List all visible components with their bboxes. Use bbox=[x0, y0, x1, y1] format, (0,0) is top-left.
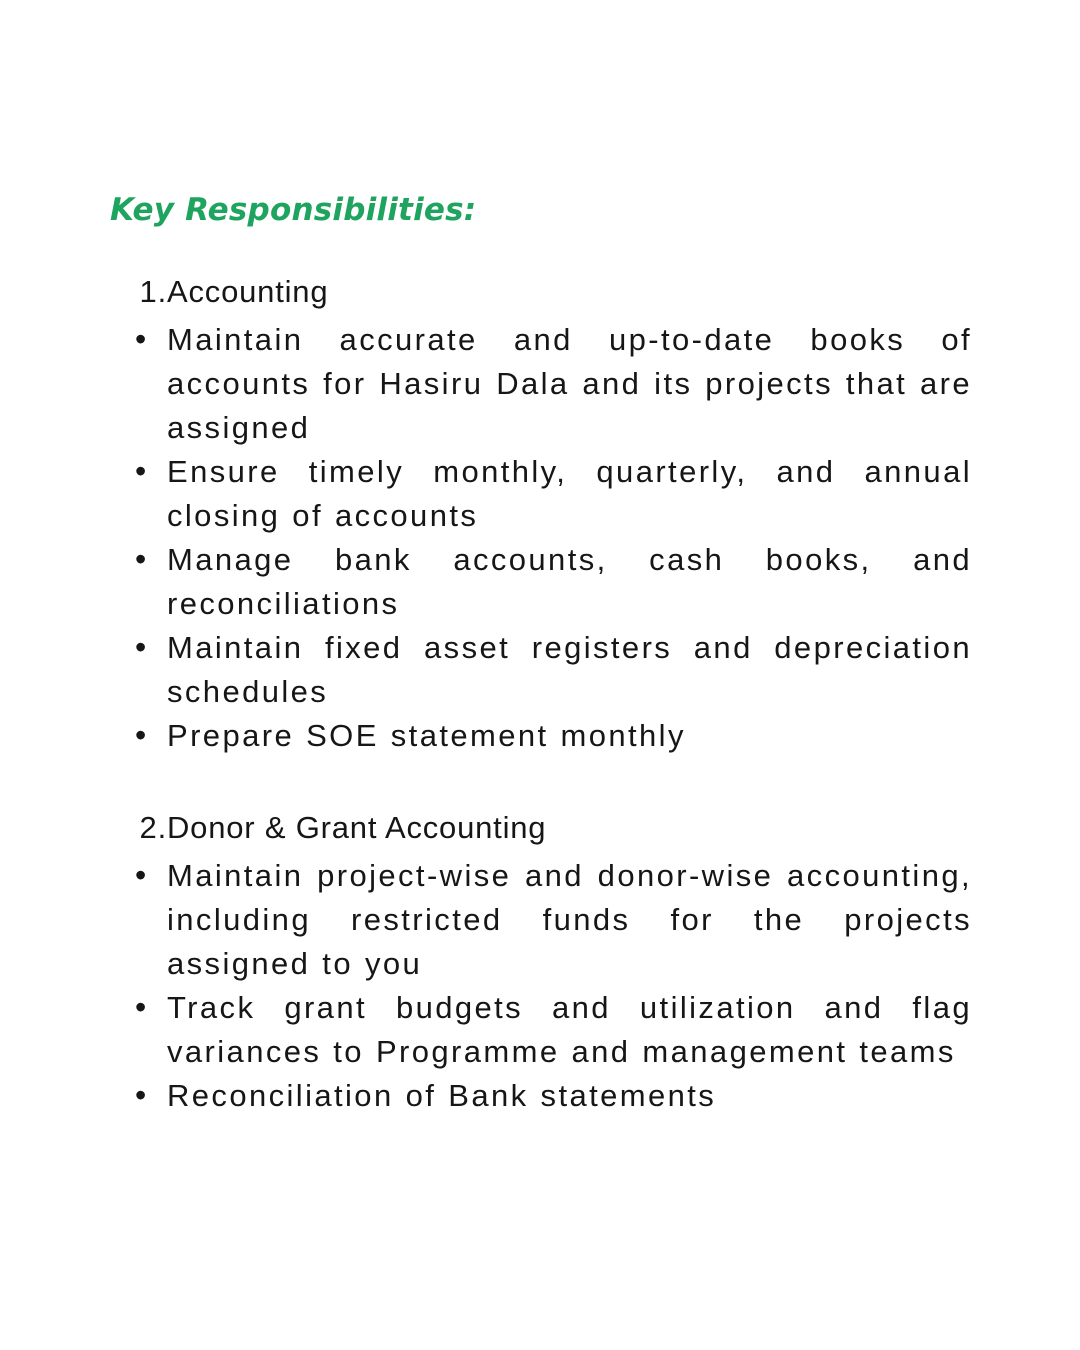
bullet-icon: • bbox=[135, 857, 147, 893]
list-item bbox=[110, 986, 972, 1074]
list-item bbox=[110, 1074, 972, 1118]
bullet-icon: • bbox=[135, 321, 147, 357]
section-heading bbox=[110, 270, 972, 314]
bullet-icon: • bbox=[135, 989, 147, 1025]
list-item bbox=[110, 538, 972, 626]
bullet-icon: • bbox=[135, 629, 147, 665]
bullet-icon: • bbox=[135, 541, 147, 577]
bullet-text: Maintain project-wise and donor-wise accounting, including restricted funds for the projects assigned to you bbox=[167, 858, 972, 981]
section-number: 1. bbox=[139, 274, 167, 309]
list-item bbox=[110, 318, 972, 450]
bullet-icon: • bbox=[135, 717, 147, 753]
section-accounting bbox=[110, 270, 972, 758]
bullet-list bbox=[110, 318, 972, 758]
section-number: 2. bbox=[139, 810, 167, 845]
bullet-text: Maintain fixed asset registers and depreciation schedules bbox=[167, 630, 972, 709]
bullet-text: Reconciliation of Bank statements bbox=[167, 1078, 717, 1113]
list-item bbox=[110, 450, 972, 538]
section-title-text: Donor & Grant Accounting bbox=[167, 810, 547, 845]
bullet-text: Manage bank accounts, cash books, and reconciliations bbox=[167, 542, 972, 621]
list-item bbox=[110, 854, 972, 986]
list-item bbox=[110, 626, 972, 714]
list-item bbox=[110, 714, 972, 758]
bullet-text: Track grant budgets and utilization and flag variances to Programme and management teams bbox=[167, 990, 972, 1069]
bullet-icon: • bbox=[135, 1077, 147, 1113]
section-title-text: Accounting bbox=[167, 274, 329, 309]
page-title: Key Responsibilities: bbox=[110, 192, 477, 228]
bullet-icon: • bbox=[135, 453, 147, 489]
section-donor-grant-accounting bbox=[110, 806, 972, 1118]
bullet-text: Prepare SOE statement monthly bbox=[167, 718, 686, 753]
bullet-text: Maintain accurate and up-to-date books of accounts for Hasiru Dala and its projects that are assigned bbox=[167, 322, 972, 445]
bullet-list bbox=[110, 854, 972, 1118]
section-heading bbox=[110, 806, 972, 850]
bullet-text: Ensure timely monthly, quarterly, and annual closing of accounts bbox=[167, 454, 972, 533]
